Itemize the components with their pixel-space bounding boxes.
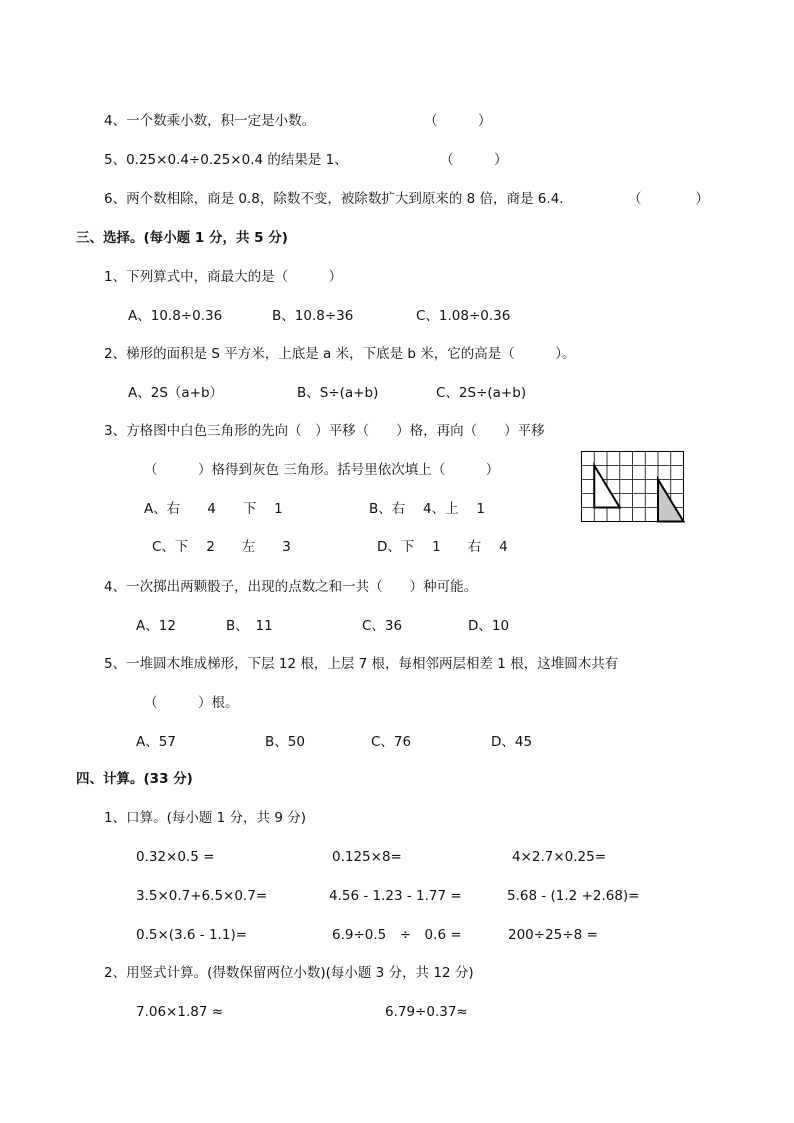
choice-q5-option-b: B、50: [265, 734, 305, 750]
choice-q3-option-b: B、右 4、上 1: [369, 501, 486, 517]
choice-q4-option-c: C、36: [362, 618, 403, 634]
oral-calc-item: 5.68 - (1.2 +2.68)=: [507, 888, 640, 904]
choice-q5-stem-line2: （ ）根。: [144, 695, 239, 711]
oral-calc-item: 6.9÷0.5 ÷ 0.6 =: [332, 927, 462, 943]
oral-calc-item: 3.5×0.7+6.5×0.7=: [136, 888, 268, 904]
choice-q4-option-a: A、12: [136, 618, 176, 634]
judge-q6-text: 6、两个数相除，商是 0.8，除数不变，被除数扩大到原来的 8 倍，商是 6.4.: [104, 191, 564, 207]
choice-q5-option-c: C、76: [371, 734, 412, 750]
judge-q6-answer-paren: （ ）: [628, 191, 709, 207]
choice-q2-option-a: A、2S（a+b）: [128, 385, 224, 401]
choice-q3-stem-line2: （ ）格得到灰色 三角形。括号里依次填上（ ）: [144, 462, 500, 478]
vertical-calc-item: 6.79÷0.37≈: [385, 1004, 468, 1020]
choice-q3-stem-line1: 3、方格图中白色三角形的先向（ ）平移（ ）格，再向（ ）平移: [104, 423, 545, 439]
vertical-calc-title: 2、用竖式计算。(得数保留两位小数)(每小题 3 分，共 12 分): [104, 965, 474, 981]
oral-calc-item: 0.5×(3.6 - 1.1)=: [136, 927, 248, 943]
choice-q4-option-b: B、 11: [226, 618, 273, 634]
oral-calc-item: 4.56 - 1.23 - 1.77 =: [329, 888, 462, 904]
choice-q3-option-a: A、右 4 下 1: [144, 501, 283, 517]
choice-q2-option-c: C、2S÷(a+b): [436, 385, 527, 401]
choice-q5-option-d: D、45: [491, 734, 533, 750]
choice-q1-stem: 1、下列算式中，商最大的是（ ）: [104, 269, 343, 285]
choice-q3-option-c: C、下 2 左 3: [152, 539, 291, 555]
section-calc-heading: 四、计算。(33 分): [76, 771, 193, 787]
choice-q1-option-a: A、10.8÷0.36: [128, 308, 223, 324]
judge-q5-answer-paren: （ ）: [440, 152, 508, 168]
oral-calc-item: 0.32×0.5 =: [136, 849, 215, 865]
judge-q4-text: 4、一个数乘小数，积一定是小数。: [104, 113, 316, 129]
choice-q4-option-d: D、10: [468, 618, 510, 634]
choice-q5-option-a: A、57: [136, 734, 176, 750]
oral-calc-item: 4×2.7×0.25=: [512, 849, 607, 865]
choice-q5-stem: 5、一堆圆木堆成梯形，下层 12 根，上层 7 根，每相邻两层相差 1 根，这堆圆木共有: [104, 656, 619, 672]
translation-grid-figure: [581, 451, 685, 523]
choice-q2-stem: 2、梯形的面积是 S 平方米，上底是 a 米，下底是 b 米，它的高是（ ）。: [104, 346, 576, 362]
judge-q5-text: 5、0.25×0.4÷0.25×0.4 的结果是 1、: [104, 152, 348, 168]
vertical-calc-item: 7.06×1.87 ≈: [136, 1004, 224, 1020]
section-choice-heading: 三、选择。(每小题 1 分，共 5 分): [76, 230, 288, 246]
choice-q1-option-b: B、10.8÷36: [272, 308, 354, 324]
judge-q4-answer-paren: （ ）: [424, 113, 492, 129]
choice-q1-option-c: C、1.08÷0.36: [416, 308, 511, 324]
oral-calc-title: 1、口算。(每小题 1 分，共 9 分): [104, 810, 306, 826]
oral-calc-item: 0.125×8=: [332, 849, 402, 865]
choice-q2-option-b: B、S÷(a+b): [297, 385, 379, 401]
oral-calc-item: 200÷25÷8 =: [508, 927, 598, 943]
choice-q3-option-d: D、下 1 右 4: [377, 539, 508, 555]
choice-q4-stem: 4、一次掷出两颗骰子，出现的点数之和一共（ ）种可能。: [104, 579, 478, 595]
